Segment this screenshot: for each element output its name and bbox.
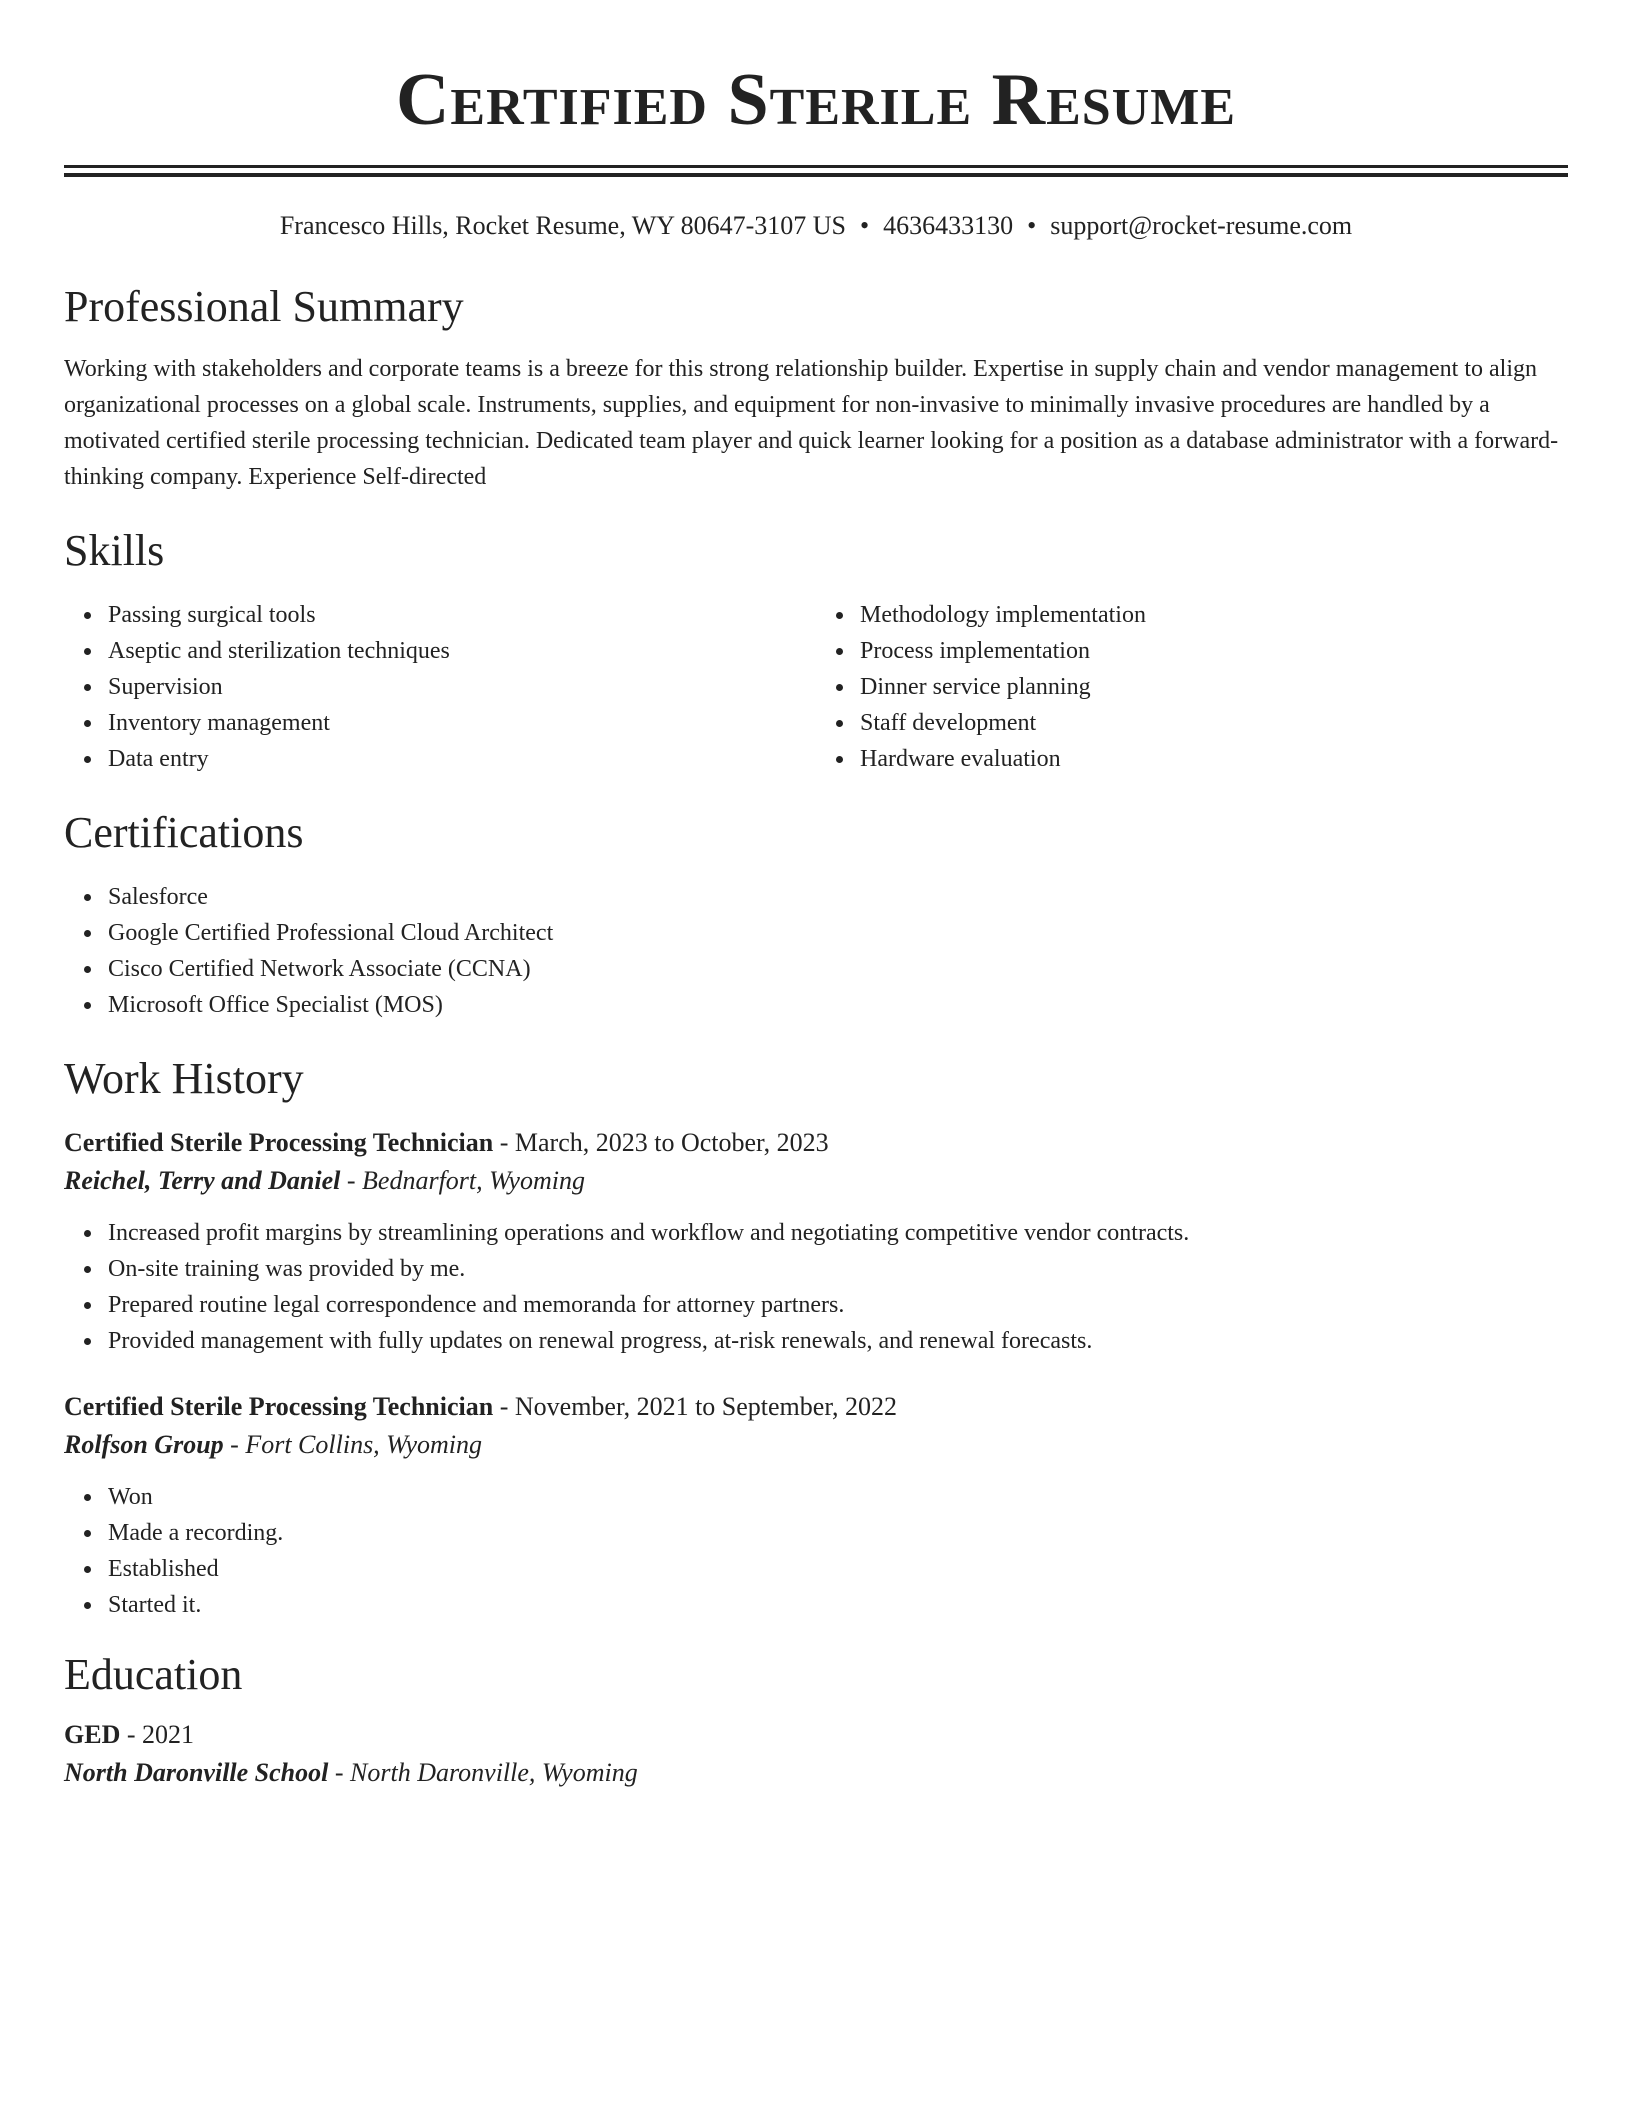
list-item: Started it. xyxy=(108,1587,1568,1623)
education-school-line xyxy=(64,1753,1568,1793)
list-item: Provided management with fully updates on renewal progress, at-risk renewals, and renewal forecasts. xyxy=(108,1323,1568,1359)
resume-page xyxy=(64,0,1568,1793)
job-employer xyxy=(64,1161,1568,1201)
job-dates: November, 2021 to September, 2022 xyxy=(514,1392,897,1421)
job-dates: March, 2023 to October, 2023 xyxy=(514,1128,829,1157)
section-heading-education: Education xyxy=(64,1650,243,1699)
list-item: Methodology implementation xyxy=(860,597,1568,633)
skills-columns xyxy=(64,597,1568,777)
job-company: Reichel, Terry and Daniel xyxy=(64,1166,341,1195)
list-item: Inventory management xyxy=(108,705,816,741)
job-header xyxy=(64,1389,1568,1425)
job-dash: - xyxy=(340,1166,363,1195)
job-bullets xyxy=(64,1215,1568,1359)
job-title: Certified Sterile Processing Technician xyxy=(64,1392,494,1421)
list-item: Aseptic and sterilization techniques xyxy=(108,633,816,669)
job-header xyxy=(64,1125,1568,1161)
education-year: 2021 xyxy=(142,1720,195,1749)
list-item: Salesforce xyxy=(108,879,1568,915)
education-header xyxy=(64,1717,1568,1753)
list-item: On-site training was provided by me. xyxy=(108,1251,1568,1287)
title-double-rule xyxy=(64,165,1568,177)
section-heading-summary: Professional Summary xyxy=(64,282,464,331)
skills-list-left xyxy=(64,597,816,777)
education-school: North Daronville School xyxy=(64,1758,329,1787)
resume-title: Certified Sterile Resume xyxy=(395,59,1237,141)
job-dash: - xyxy=(223,1430,246,1459)
job-location: Bednarfort, Wyoming xyxy=(362,1166,585,1195)
contact-phone: 4636433130 xyxy=(883,211,1014,240)
skills-list-right xyxy=(816,597,1568,777)
list-item: Dinner service planning xyxy=(860,669,1568,705)
list-item: Data entry xyxy=(108,741,816,777)
contact-address: Francesco Hills, Rocket Resume, WY 80647-3107 US xyxy=(279,211,846,240)
job-company: Rolfson Group xyxy=(64,1430,224,1459)
section-heading-skills: Skills xyxy=(64,526,165,575)
contact-separator: • xyxy=(860,211,870,240)
list-item: Increased profit margins by streamlining operations and workflow and negotiating competitive vendor contracts. xyxy=(108,1215,1568,1251)
list-item: Staff development xyxy=(860,705,1568,741)
list-item: Passing surgical tools xyxy=(108,597,816,633)
education-degree: GED xyxy=(64,1720,121,1749)
list-item: Won xyxy=(108,1479,1568,1515)
job-employer xyxy=(64,1425,1568,1465)
list-item: Made a recording. xyxy=(108,1515,1568,1551)
section-heading-certifications: Certifications xyxy=(64,808,304,857)
contact-email[interactable]: support@rocket-resume.com xyxy=(1050,211,1353,240)
job-dash: - xyxy=(493,1128,515,1157)
education-dash: - xyxy=(120,1720,143,1749)
contact-separator: • xyxy=(1027,211,1037,240)
list-item: Established xyxy=(108,1551,1568,1587)
job-title: Certified Sterile Processing Technician xyxy=(64,1128,494,1157)
education-dash: - xyxy=(328,1758,351,1787)
job-bullets xyxy=(64,1479,1568,1623)
contact-line xyxy=(64,209,1568,243)
list-item: Google Certified Professional Cloud Architect xyxy=(108,915,1568,951)
section-heading-work-history: Work History xyxy=(64,1054,304,1103)
job-location: Fort Collins, Wyoming xyxy=(245,1430,482,1459)
summary-text: Working with stakeholders and corporate teams is a breeze for this strong relationship builder. Expertise in supply chain and vendor management to align organizational processes on a global scale. Instruments, supplies, and equipment for non-invasive to minimally invasive procedures are handled by a motivated certified sterile processing technician. Dedicated team player and quick learner looking for a position as a database administrator with a forward-thinking company. Experience Self-directed xyxy=(64,356,1559,490)
certifications-list xyxy=(64,879,1568,1023)
list-item: Supervision xyxy=(108,669,816,705)
list-item: Cisco Certified Network Associate (CCNA) xyxy=(108,951,1568,987)
list-item: Prepared routine legal correspondence and memoranda for attorney partners. xyxy=(108,1287,1568,1323)
job-dash: - xyxy=(493,1392,515,1421)
education-location: North Daronville, Wyoming xyxy=(350,1758,638,1787)
list-item: Hardware evaluation xyxy=(860,741,1568,777)
list-item: Microsoft Office Specialist (MOS) xyxy=(108,987,1568,1023)
list-item: Process implementation xyxy=(860,633,1568,669)
